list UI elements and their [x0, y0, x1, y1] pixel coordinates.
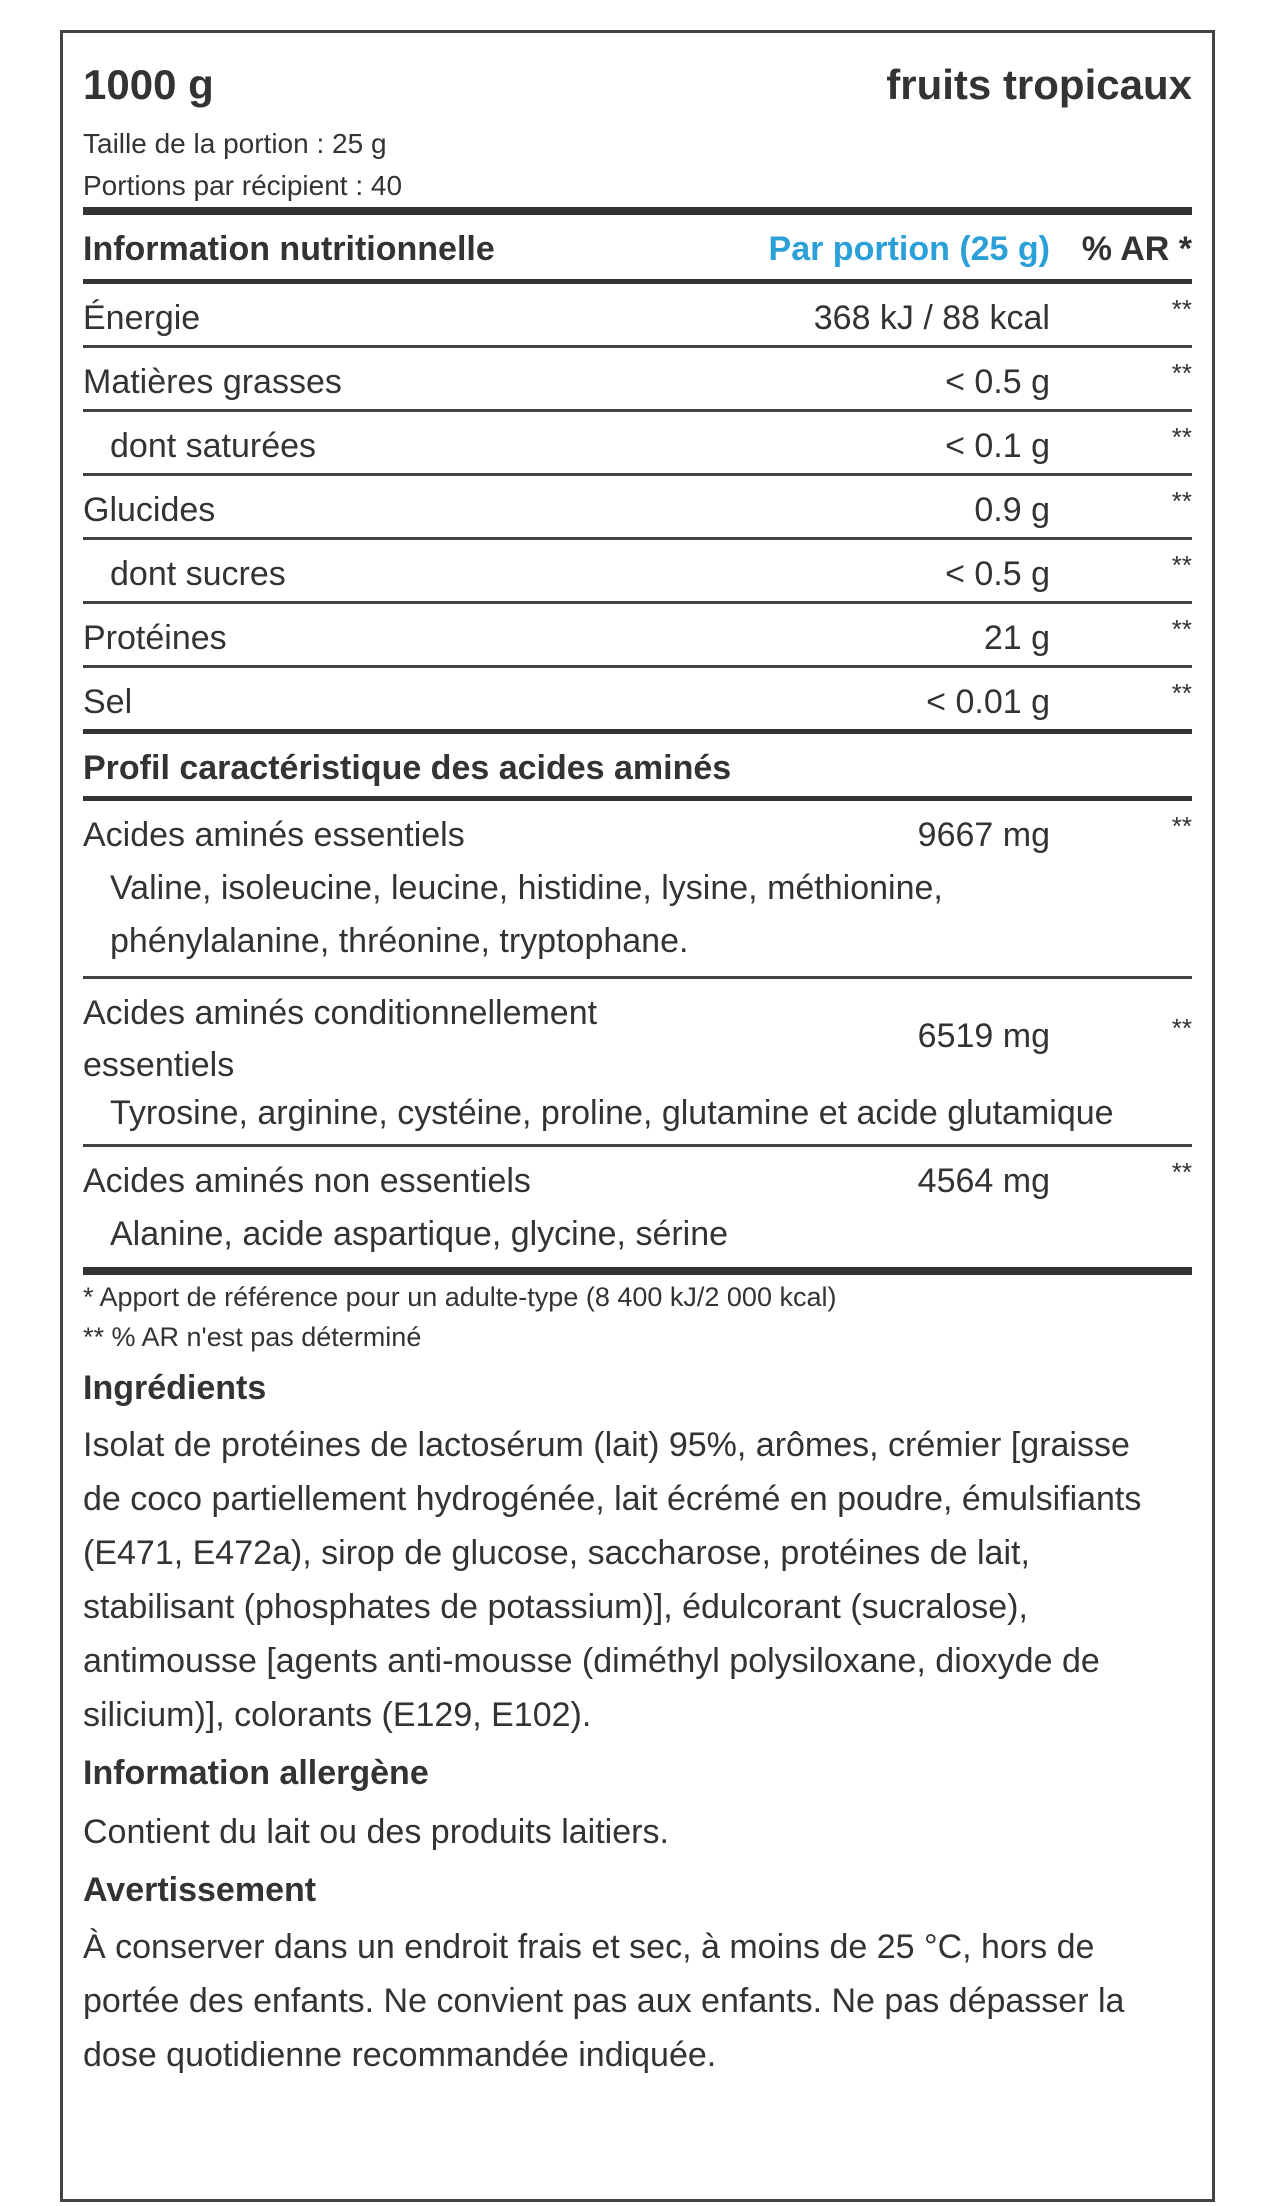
amino-essential [83, 801, 1192, 968]
warning-text [83, 1920, 1192, 2082]
amino-nonessential-label: Acides aminés non essentiels [83, 1162, 531, 1200]
nutrient-value: 21 g [983, 619, 1050, 657]
nutrient-label: Matières grasses [83, 363, 342, 401]
amino-section-title: Profil caractéristique des acides aminés [83, 749, 732, 787]
ingredients-line: Isolat de protéines de lactosérum (lait) 95%, arômes, crémier [graisse [83, 1426, 1130, 1464]
amino-essential-list [83, 862, 1192, 968]
nutrient-label: Énergie [83, 299, 201, 337]
allergen-title: Information allergène [83, 1754, 429, 1792]
nutrient-row-saturated [83, 412, 1192, 473]
amino-nonessential-ar: ** [1171, 1157, 1192, 1187]
nutrient-row-protein [83, 604, 1192, 665]
ingredients-line: (E471, E472a), sirop de glucose, saccharose, protéines de lait, [83, 1534, 1030, 1572]
amino-essential-label: Acides aminés essentiels [83, 816, 465, 854]
nutrient-value: < 0.5 g [945, 555, 1050, 593]
nutrient-row-salt [83, 668, 1192, 729]
amino-essential-row [83, 801, 1192, 862]
allergen-section [83, 1754, 1192, 1859]
footnote-ar-reference: * Apport de référence pour un adulte-type (8 400 kJ/2 000 kcal) [83, 1282, 837, 1312]
amino-conditional-list: Tyrosine, arginine, cystéine, proline, glutamine et acide glutamique [110, 1094, 1114, 1132]
nutrient-label: Glucides [83, 491, 216, 529]
nutrient-value: < 0.01 g [926, 683, 1050, 721]
ingredients-line: stabilisant (phosphates de potassium)], édulcorant (sucralose), [83, 1588, 1028, 1626]
amino-conditional-label-line: Acides aminés conditionnellement [83, 994, 598, 1032]
footnote-ar-undetermined: ** % AR n'est pas déterminé [83, 1322, 422, 1352]
amino-section-header [83, 734, 1192, 796]
amino-nonessential-row [83, 1147, 1192, 1208]
nutrient-row-energy [83, 284, 1192, 345]
nutrient-ar: ** [1171, 614, 1192, 644]
nutrient-value: < 0.1 g [945, 427, 1050, 465]
ingredients-title: Ingrédients [83, 1369, 267, 1407]
amino-essential-ar: ** [1171, 811, 1192, 841]
nutrient-row-carbs [83, 476, 1192, 537]
amino-essential-value: 9667 mg [917, 816, 1050, 854]
product-weight: 1000 g [83, 61, 214, 108]
product-header [83, 33, 1192, 123]
ingredients-text [83, 1418, 1192, 1742]
amino-conditional-label [83, 987, 597, 1091]
amino-essential-list-line: Valine, isoleucine, leucine, histidine, lysine, méthionine, [110, 869, 943, 907]
nutrient-ar: ** [1171, 678, 1192, 708]
amino-nonessential-value: 4564 mg [917, 1162, 1050, 1200]
warning-line: dose quotidienne recommandée indiquée. [83, 2036, 717, 2074]
nutrient-row-fat [83, 348, 1192, 409]
nutrient-label: Protéines [83, 619, 227, 657]
nutrition-label-panel [60, 30, 1215, 2202]
nutrient-value: < 0.5 g [945, 363, 1050, 401]
amino-conditional-ar: ** [1171, 1013, 1192, 1043]
nutrient-label: Sel [83, 683, 133, 721]
label-content [83, 33, 1192, 2082]
amino-conditional-value: 6519 mg [917, 1017, 1050, 1055]
warning-title: Avertissement [83, 1871, 317, 1909]
amino-nonessential-list: Alanine, acide aspartique, glycine, sérine [110, 1215, 729, 1253]
nutrient-ar: ** [1171, 358, 1192, 388]
ingredients-line: silicium)], colorants (E129, E102). [83, 1696, 592, 1734]
nutrient-value: 0.9 g [974, 491, 1050, 529]
amino-nonessential [83, 1147, 1192, 1261]
amino-essential-list-line: phénylalanine, thréonine, tryptophane. [110, 922, 689, 960]
servings-per-container: Portions par récipient : 40 [83, 170, 403, 201]
table-header [83, 215, 1192, 279]
nutrient-ar: ** [1171, 422, 1192, 452]
nutrient-ar: ** [1171, 550, 1192, 580]
nutrient-value: 368 kJ / 88 kcal [813, 299, 1050, 337]
warning-line: À conserver dans un endroit frais et sec, à moins de 25 °C, hors de [83, 1928, 1095, 1966]
nutrient-row-sugars [83, 540, 1192, 601]
serving-size: Taille de la portion : 25 g [83, 128, 387, 159]
nutrient-ar: ** [1171, 486, 1192, 516]
nutrient-ar: ** [1171, 294, 1192, 324]
per-serving-header: Par portion (25 g) [768, 230, 1050, 268]
nutrient-label: dont saturées [110, 427, 317, 465]
allergen-text: Contient du lait ou des produits laitiers. [83, 1813, 669, 1851]
footnotes [83, 1275, 1192, 1357]
divider [83, 207, 1192, 215]
warning-section [83, 1871, 1192, 2082]
ingredients-line: de coco partiellement hydrogénée, lait écrémé en poudre, émulsifiants [83, 1480, 1142, 1518]
product-flavor: fruits tropicaux [886, 61, 1192, 108]
divider [83, 1267, 1192, 1275]
ingredients-section [83, 1369, 1192, 1742]
ingredients-line: antimousse [agents anti-mousse (diméthyl polysiloxane, dioxyde de [83, 1642, 1100, 1680]
nutrient-label: dont sucres [110, 555, 286, 593]
amino-conditional [83, 979, 1192, 1087]
ar-header: % AR * [1081, 230, 1192, 268]
table-title: Information nutritionnelle [83, 230, 495, 268]
warning-line: portée des enfants. Ne convient pas aux enfants. Ne pas dépasser la [83, 1982, 1125, 2020]
amino-conditional-label-line: essentiels [83, 1046, 235, 1084]
